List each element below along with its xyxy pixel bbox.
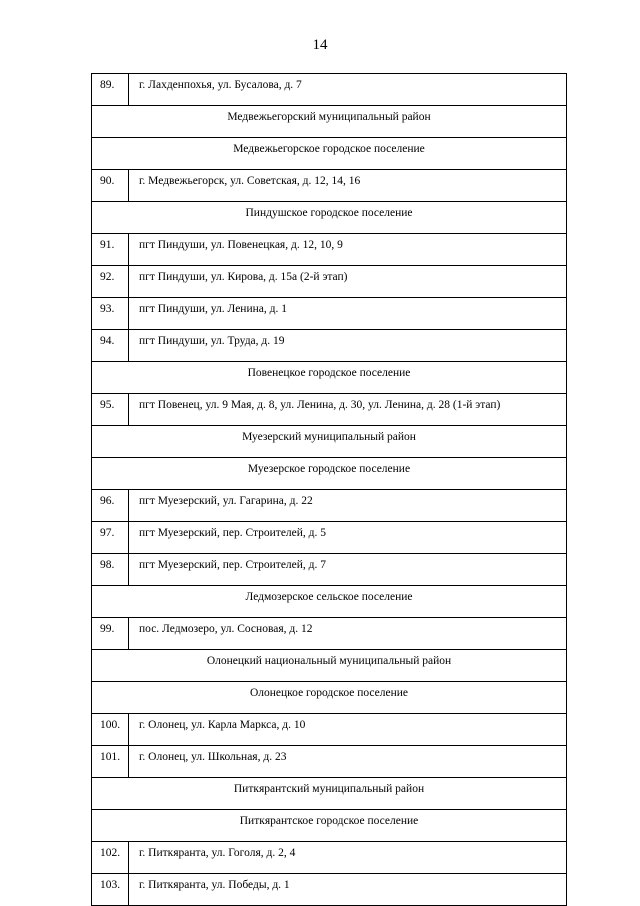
- section-header-row: [92, 458, 567, 490]
- row-address: г. Олонец, ул. Школьная, д. 23: [129, 746, 567, 778]
- table-row: [92, 170, 567, 202]
- row-number: 92.: [92, 266, 129, 298]
- row-number: 101.: [92, 746, 129, 778]
- table-row: [92, 746, 567, 778]
- section-header-row: [92, 138, 567, 170]
- row-address: г. Лахденпохья, ул. Бусалова, д. 7: [129, 74, 567, 106]
- table-row: [92, 330, 567, 362]
- table-row: [92, 714, 567, 746]
- section-title: Муезерский муниципальный район: [92, 426, 567, 458]
- section-header-row: [92, 810, 567, 842]
- row-address: г. Питкяранта, ул. Победы, д. 1: [129, 874, 567, 906]
- table-row: [92, 842, 567, 874]
- table-row: [92, 874, 567, 906]
- row-address: пгт Пиндуши, ул. Повенецкая, д. 12, 10, 9: [129, 234, 567, 266]
- row-number: 103.: [92, 874, 129, 906]
- row-address: пгт Повенец, ул. 9 Мая, д. 8, ул. Ленина, д. 30, ул. Ленина, д. 28 (1-й этап): [129, 394, 567, 426]
- row-number: 98.: [92, 554, 129, 586]
- row-address: пгт Муезерский, пер. Строителей, д. 7: [129, 554, 567, 586]
- section-header-row: [92, 362, 567, 394]
- table-row: [92, 74, 567, 106]
- row-number: 100.: [92, 714, 129, 746]
- row-address: г. Питкяранта, ул. Гоголя, д. 2, 4: [129, 842, 567, 874]
- section-title: Питкярантский муниципальный район: [92, 778, 567, 810]
- section-title: Олонецкий национальный муниципальный район: [92, 650, 567, 682]
- row-address: пгт Пиндуши, ул. Труда, д. 19: [129, 330, 567, 362]
- table-row: [92, 522, 567, 554]
- section-title: Медвежьегорский муниципальный район: [92, 106, 567, 138]
- table-row: [92, 298, 567, 330]
- page-number: 14: [312, 37, 328, 53]
- section-title: Муезерское городское поселение: [92, 458, 567, 490]
- row-address: пгт Пиндуши, ул. Кирова, д. 15а (2-й этап): [129, 266, 567, 298]
- row-number: 97.: [92, 522, 129, 554]
- section-header-row: [92, 650, 567, 682]
- row-address: г. Олонец, ул. Карла Маркса, д. 10: [129, 714, 567, 746]
- table-row: [92, 618, 567, 650]
- section-title: Питкярантское городское поселение: [92, 810, 567, 842]
- table-row: [92, 554, 567, 586]
- section-title: Повенецкое городское поселение: [92, 362, 567, 394]
- section-header-row: [92, 202, 567, 234]
- address-table-body: [92, 74, 567, 906]
- section-title: Ледмозерское сельское поселение: [92, 586, 567, 618]
- section-header-row: [92, 426, 567, 458]
- row-address: пгт Муезерский, пер. Строителей, д. 5: [129, 522, 567, 554]
- table-row: [92, 266, 567, 298]
- row-number: 91.: [92, 234, 129, 266]
- row-number: 94.: [92, 330, 129, 362]
- row-address: пгт Пиндуши, ул. Ленина, д. 1: [129, 298, 567, 330]
- row-number: 99.: [92, 618, 129, 650]
- row-address: пос. Ледмозеро, ул. Сосновая, д. 12: [129, 618, 567, 650]
- section-header-row: [92, 106, 567, 138]
- table-row: [92, 394, 567, 426]
- section-title: Медвежьегорское городское поселение: [92, 138, 567, 170]
- row-number: 102.: [92, 842, 129, 874]
- section-header-row: [92, 778, 567, 810]
- section-header-row: [92, 586, 567, 618]
- section-title: Олонецкое городское поселение: [92, 682, 567, 714]
- address-table: [91, 73, 567, 906]
- row-number: 89.: [92, 74, 129, 106]
- row-number: 93.: [92, 298, 129, 330]
- table-row: [92, 234, 567, 266]
- row-address: пгт Муезерский, ул. Гагарина, д. 22: [129, 490, 567, 522]
- table-row: [92, 490, 567, 522]
- section-header-row: [92, 682, 567, 714]
- row-number: 95.: [92, 394, 129, 426]
- row-number: 96.: [92, 490, 129, 522]
- section-title: Пиндушское городское поселение: [92, 202, 567, 234]
- row-address: г. Медвежьегорск, ул. Советская, д. 12, 14, 16: [129, 170, 567, 202]
- row-number: 90.: [92, 170, 129, 202]
